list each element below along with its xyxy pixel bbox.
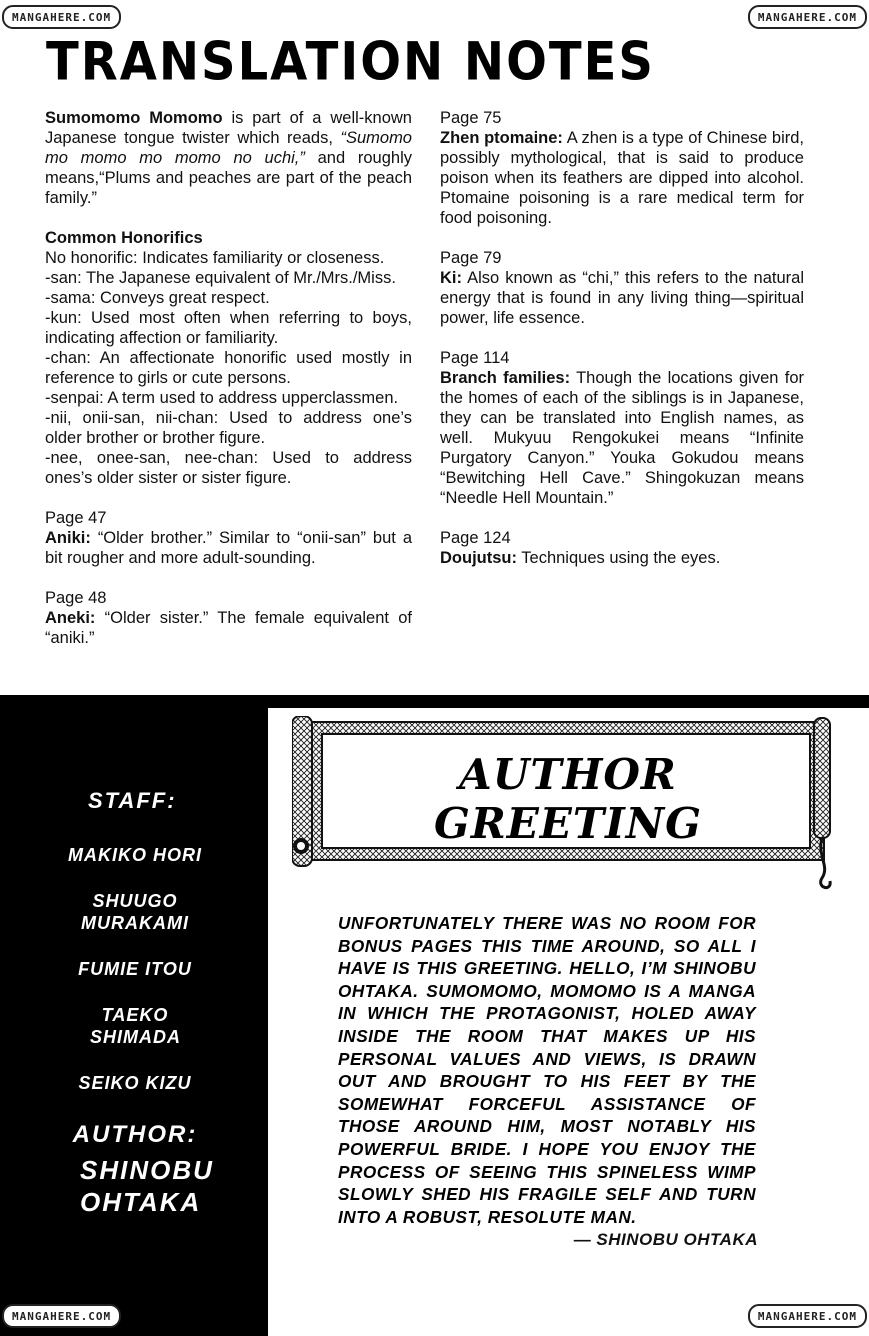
note-term: Zhen ptomaine: bbox=[440, 129, 563, 147]
note-term: Aneki: bbox=[45, 609, 96, 627]
note-text: Techniques using the eyes. bbox=[516, 549, 721, 567]
note-text: A zhen is a type of Chinese bird, possibly mythological, that is said to produce poison when its feathers are dipped into alcohol. Ptomaine poisoning is a rare medical term for food poisoning. bbox=[440, 129, 804, 227]
note-text: “Older sister.” The female equivalent of “aniki.” bbox=[45, 609, 412, 647]
author-heading: AUTHOR: bbox=[72, 1121, 198, 1148]
author-name: SHINOBU OHTAKA bbox=[80, 1155, 214, 1217]
watermark-top-right: MANGAHERE.COM bbox=[748, 5, 867, 29]
note-term: Ki: bbox=[440, 269, 462, 287]
watermark-bottom-right: MANGAHERE.COM bbox=[748, 1304, 867, 1328]
honorifics-section bbox=[45, 228, 412, 488]
note-page-114 bbox=[440, 348, 804, 508]
note-text: is part of a well-known Japanese tongue twister which reads, bbox=[45, 109, 412, 147]
note-page-124 bbox=[440, 528, 804, 568]
greeting-title: AUTHOR GREETING bbox=[434, 750, 702, 848]
honorific-item: -san: The Japanese equivalent of Mr./Mrs./Miss. bbox=[45, 269, 396, 287]
page-title: TRANSLATION NOTES bbox=[46, 31, 655, 93]
staff-name: SEIKO KIZU bbox=[78, 1073, 192, 1093]
page-ref: Page 124 bbox=[440, 529, 511, 547]
note-page-47 bbox=[45, 508, 412, 568]
page-ref: Page 48 bbox=[45, 589, 107, 607]
page-ref: Page 75 bbox=[440, 109, 502, 127]
note-text: Also known as “chi,” this refers to the natural energy that is found in any living thing—spiritual power, life essence. bbox=[440, 269, 804, 327]
page-ref: Page 79 bbox=[440, 249, 502, 267]
staff-name: SHUUGO MURAKAMI bbox=[81, 891, 189, 933]
honorific-item: -sama: Conveys great respect. bbox=[45, 289, 270, 307]
note-sumomomo bbox=[45, 108, 412, 208]
right-column bbox=[440, 108, 804, 588]
staff-name: TAEKO SHIMADA bbox=[90, 1005, 181, 1047]
note-page-75 bbox=[440, 108, 804, 228]
note-text: “Older brother.” Similar to “onii-san” but a bit rougher and more adult-sounding. bbox=[45, 529, 412, 567]
note-page-79 bbox=[440, 248, 804, 328]
note-term: Doujutsu: bbox=[440, 549, 517, 567]
page-ref: Page 114 bbox=[440, 349, 510, 367]
honorific-item: -kun: Used most often when referring to boys, indicating affection or familiarity. bbox=[45, 309, 412, 347]
honorific-item: -nee, onee-san, nee-chan: Used to address ones’s older sister or sister figure. bbox=[45, 449, 412, 487]
watermark-top-left: MANGAHERE.COM bbox=[2, 5, 121, 29]
honorific-item: -senpai: A term used to address upperclassmen. bbox=[45, 389, 399, 407]
section-heading: Common Honorifics bbox=[45, 229, 203, 247]
staff-name: MAKIKO HORI bbox=[68, 845, 202, 865]
note-text: Though the locations given for the homes of each of the siblings is in Japanese, they can be translated into English names, as well. Mukyuu Rengokukei means “Infinite Purgatory Canyon.” Youka Gokudou means “Bewitching Hell Cave.” Shingokuzan means “Needle Hell Mountain.” bbox=[440, 369, 804, 507]
note-term: Aniki: bbox=[45, 529, 91, 547]
honorific-item: -chan: An affectionate honorific used mostly in reference to girls or cute persons. bbox=[45, 349, 412, 387]
note-quote: “Sumomo mo momo mo momo no uchi,” bbox=[45, 129, 412, 167]
page-ref: Page 47 bbox=[45, 509, 107, 527]
greeting-signature: — SHINOBU OHTAKA bbox=[573, 1230, 758, 1249]
staff-name: FUMIE ITOU bbox=[78, 959, 192, 979]
note-term: Branch families: bbox=[440, 369, 571, 387]
watermark-bottom-left: MANGAHERE.COM bbox=[2, 1304, 121, 1328]
staff-credits bbox=[40, 790, 230, 1218]
left-column bbox=[45, 108, 412, 668]
note-page-48 bbox=[45, 588, 412, 648]
note-text: and roughly means,“Plums and peaches are part of the peach family.” bbox=[45, 149, 412, 207]
honorific-item: No honorific: Indicates familiarity or closeness. bbox=[45, 249, 385, 267]
honorific-item: -nii, onii-san, nii-chan: Used to address one’s older brother or brother figure. bbox=[45, 409, 412, 447]
greeting-text: UNFORTUNATELY THERE WAS NO ROOM FOR BONUS PAGES THIS TIME AROUND, SO ALL I HAVE IS THIS GREETING. HELLO, I’M SHINOBU OHTAKA. SUMOMOMO, MOMOMO IS A MANGA IN WHICH THE PROTAGONIST, HOLED AWAY INSIDE THE ROOM THAT MAKES UP HIS PERSONAL VALUES AND VIEWS, IS DRAWN OUT AND BROUGHT TO HIS FEET BY THE SOMEWHAT FORCEFUL ASSISTANCE OF THOSE AROUND HIM, MOST NOTABLY HIS POWERFUL BRIDE. I HOPE YOU ENJOY THE PROCESS OF SEEING THIS SPINELESS WIMP SLOWLY SHED HIS FRAGILE SELF AND TURN INTO A ROBUST, RESOLUTE MAN. bbox=[338, 913, 756, 1227]
note-term: Sumomomo Momomo bbox=[45, 109, 223, 127]
staff-heading: STAFF: bbox=[88, 788, 177, 813]
